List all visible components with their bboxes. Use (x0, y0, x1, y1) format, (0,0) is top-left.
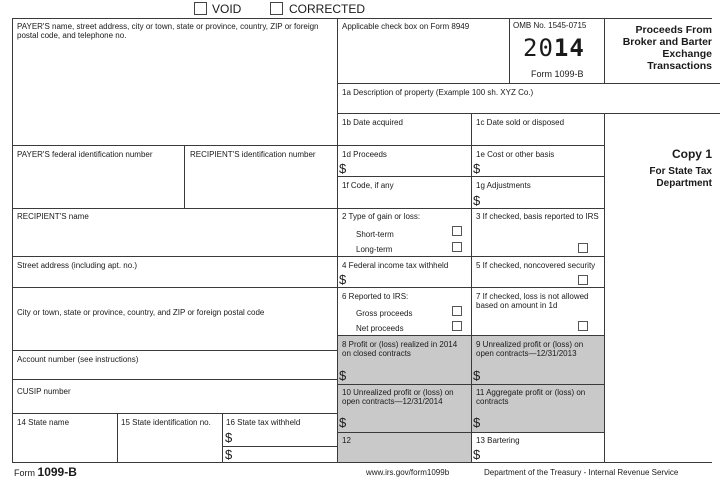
line-v (509, 18, 510, 84)
line-v (604, 113, 605, 463)
line-v (604, 18, 605, 84)
box-1c-label: 1c Date sold or disposed (476, 118, 565, 127)
box-9-dollar: $ (473, 368, 481, 383)
payer-name-field[interactable] (13, 42, 336, 144)
box-1g-label: 1g Adjustments (476, 181, 531, 190)
box-1b-label: 1b Date acquired (342, 118, 403, 127)
box-8-label: 8 Profit or (loss) realized in 2014 on closed contracts (342, 340, 458, 358)
payer-name-label: PAYER'S name, street address, city or town, state or province, country, ZIP or foreign postal code, and telephone no. (17, 22, 319, 40)
street-address-label: Street address (including apt. no.) (17, 261, 138, 270)
line-h (12, 145, 604, 146)
line-h (222, 446, 337, 447)
box-1f-label: 1f Code, if any (342, 181, 394, 190)
box-1g-dollar: $ (473, 193, 481, 208)
box-6-label: 6 Reported to IRS: (342, 292, 409, 301)
corrected-checkbox[interactable] (270, 2, 283, 15)
box-11-label: 11 Aggregate profit or (loss) on contracts (476, 388, 586, 406)
line-v (471, 113, 472, 463)
box-6-net-label: Net proceeds (356, 324, 404, 333)
box-15-label: 15 State identification no. (121, 418, 211, 427)
box-7-label: 7 If checked, loss is not allowed based on amount in 1d (476, 292, 589, 310)
copy-for-label: For State Tax Department (649, 166, 712, 189)
box-5-label: 5 If checked, noncovered security (476, 261, 596, 270)
recipient-name-label: RECIPIENT'S name (17, 212, 89, 221)
city-label: City or town, state or province, country, and ZIP or foreign postal code (17, 308, 265, 317)
omb-number: OMB No. 1545-0715 (513, 21, 587, 30)
void-label: VOID (212, 2, 242, 16)
box-16-dollar-2: $ (225, 447, 233, 462)
box-16-dollar-1: $ (225, 430, 233, 445)
footer-url: www.irs.gov/form1099b (366, 468, 450, 477)
tax-year-prefix: 20 (523, 34, 554, 62)
box-1e-label: 1e Cost or other basis (476, 150, 555, 159)
form-8949-label: Applicable check box on Form 8949 (342, 22, 470, 31)
box-2-long-label: Long-term (356, 245, 393, 254)
form-top-border (12, 18, 712, 19)
box-12-label: 12 (342, 436, 351, 445)
loss-not-allowed-checkbox[interactable] (578, 321, 588, 331)
copy-label: Copy 1 (671, 147, 712, 161)
box-1e-dollar: $ (473, 161, 481, 176)
line-v (184, 145, 185, 209)
recipient-id-label: RECIPIENT'S identification number (190, 150, 316, 159)
gross-proceeds-checkbox[interactable] (452, 306, 462, 316)
short-term-checkbox[interactable] (452, 226, 462, 236)
box-10-dollar: $ (339, 415, 347, 430)
account-number-label: Account number (see instructions) (17, 355, 139, 364)
line-h (12, 379, 337, 380)
payer-fed-id-label: PAYER'S federal identification number (17, 150, 153, 159)
box-8-dollar: $ (339, 368, 347, 383)
box-13-dollar: $ (473, 447, 481, 462)
corrected-label: CORRECTED (289, 2, 366, 16)
box-9-label: 9 Unrealized profit or (loss) on open contracts—12/31/2013 (476, 340, 584, 358)
long-term-checkbox[interactable] (452, 242, 462, 252)
line-h (337, 83, 720, 84)
line-h (12, 208, 604, 209)
box-2-label: 2 Type of gain or loss: (342, 212, 421, 221)
footer-dept: Department of the Treasury - Internal Revenue Service (484, 468, 679, 477)
tax-year-suffix: 14 (553, 34, 585, 62)
noncovered-checkbox[interactable] (578, 275, 588, 285)
line-h (12, 287, 604, 288)
line-h (12, 256, 604, 257)
box-4-dollar: $ (339, 272, 347, 287)
form-name-header: Form 1099-B (531, 69, 584, 79)
box-1d-dollar: $ (339, 161, 347, 176)
line-v (117, 413, 118, 463)
net-proceeds-checkbox[interactable] (452, 321, 462, 331)
tax-year (523, 34, 585, 62)
footer-form-prefix: Form (14, 468, 35, 478)
line-h (337, 113, 720, 114)
box-6-gross-label: Gross proceeds (356, 309, 413, 318)
cusip-label: CUSIP number (17, 387, 71, 396)
box-4-label: 4 Federal income tax withheld (342, 261, 449, 270)
box-11-dollar: $ (473, 415, 481, 430)
box-1a-label: 1a Description of property (Example 100 sh. XYZ Co.) (342, 88, 534, 97)
form-title: Proceeds From Broker and Barter Exchange Transactions (622, 24, 712, 72)
box-2-short-label: Short-term (356, 230, 394, 239)
box-13-label: 13 Bartering (476, 436, 520, 445)
box-3-label: 3 If checked, basis reported to IRS (476, 212, 599, 221)
line-h (12, 413, 337, 414)
box12-shade (337, 432, 471, 462)
line-v (222, 413, 223, 463)
void-checkbox[interactable] (194, 2, 207, 15)
line-h (12, 350, 337, 351)
box-14-label: 14 State name (17, 418, 70, 427)
box-10-label: 10 Unrealized profit or (loss) on open contracts—12/31/2014 (342, 388, 454, 406)
box-1d-label: 1d Proceeds (342, 150, 387, 159)
footer-form-name: 1099-B (37, 465, 77, 479)
line-v (337, 18, 338, 463)
footer-form-label (14, 467, 77, 479)
box-16-label: 16 State tax withheld (226, 418, 301, 427)
basis-reported-checkbox[interactable] (578, 243, 588, 253)
